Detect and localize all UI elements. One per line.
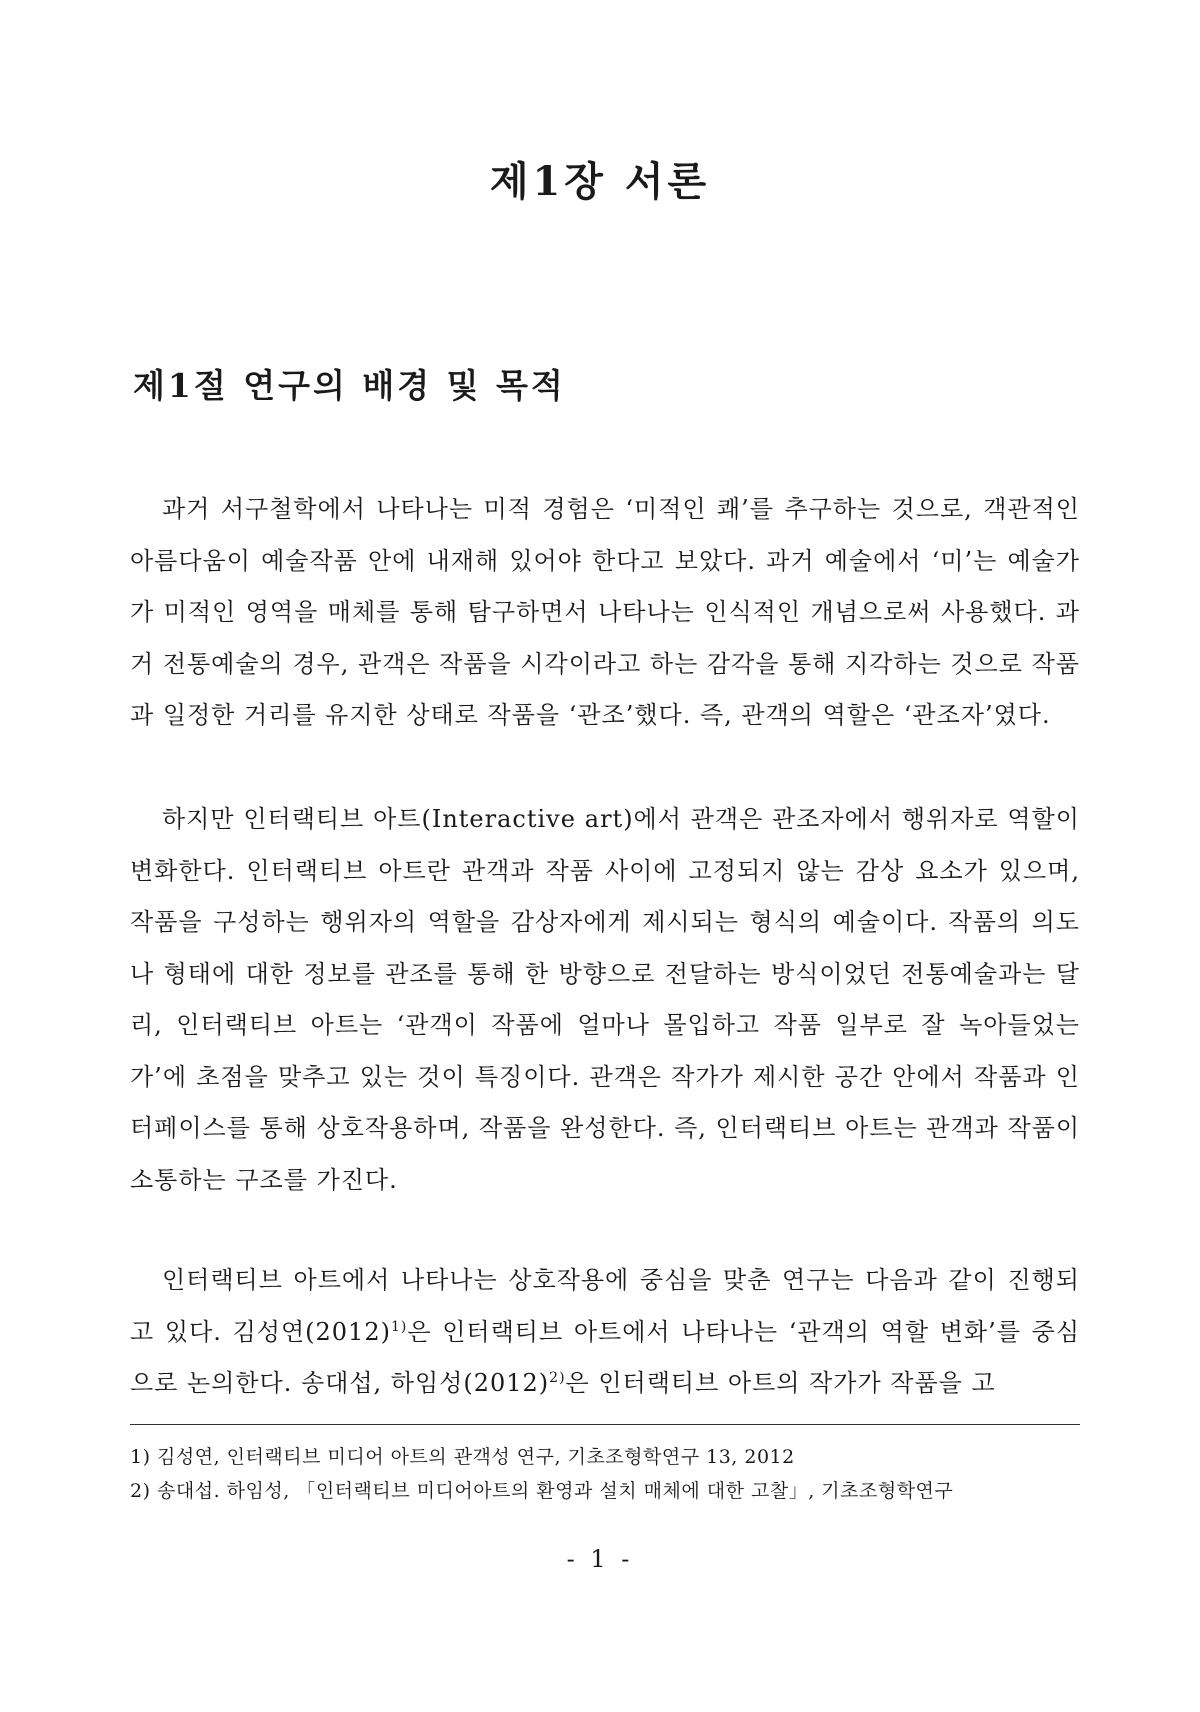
page-number: - 1 - bbox=[566, 1545, 634, 1573]
section-title: 제1절 연구의 배경 및 목적 bbox=[133, 366, 566, 405]
paragraph-1 bbox=[130, 484, 1080, 742]
footnote-ref-1: 1) bbox=[390, 1318, 408, 1335]
footnotes bbox=[130, 1440, 1080, 1508]
paragraph-2-text: 하지만 인터랙티브 아트(Interactive art)에서 관객은 관조자에서 행위자로 역할이 변화한다. 인터랙티브 아트란 관객과 작품 사이에 고정되지 않는 감상 요소가 있으며, 작품을 구성하는 행위자의 역할을 감상자에게 제시되는 형식의 예술이다. 작품의 의도나 형태에 대한 정보를 관조를 통해 한 방향으로 전달하는 방식이었던 전통예술과는 달리, 인터랙티브 아트는 ‘관객이 작품에 얼마나 몰입하고 작품 일부로 잘 녹아들었는가’에 초점을 맞추고 있는 것이 특징이다. 관객은 작가가 제시한 공간 안에서 작품과 인터페이스를 통해 상호작용하며, 작품을 완성한다. 즉, 인터랙티브 아트는 관객과 작품이 소통하는 구조를 가진다. bbox=[130, 805, 1080, 1194]
paragraph-3-part-c: 은 인터랙티브 아트의 작가가 작품을 고 bbox=[565, 1369, 996, 1397]
paragraph-1-text: 과거 서구철학에서 나타나는 미적 경험은 ‘미적인 쾌’를 추구하는 것으로, 객관적인 아름다움이 예술작품 안에 내재해 있어야 한다고 보았다. 과거 예술에서 ‘미’는 예술가가 미적인 영역을 매체를 통해 탐구하면서 나타나는 인식적인 개념으로써 사용했다. 과거 전통예술의 경우, 관객은 작품을 시각이라고 하는 감각을 통해 지각하는 것으로 작품과 일정한 거리를 유지한 상태로 작품을 ‘관조’했다. 즉, 관객의 역할은 ‘관조자’였다. bbox=[130, 495, 1080, 729]
chapter-title: 제1장 서론 bbox=[489, 158, 711, 205]
footnote-divider bbox=[130, 1424, 1080, 1425]
paragraph-3-part-b: 은 인터랙티브 아트에서 나타나는 ‘관객의 역할 변화’를 중심으로 논의한다. 송대섭, 하임성(2012) bbox=[130, 1317, 1081, 1397]
footnote-ref-2: 2) bbox=[549, 1370, 566, 1386]
paragraph-3 bbox=[130, 1255, 1080, 1410]
paragraph-3-text bbox=[130, 1255, 1080, 1410]
footnote-2: 2) 송대섭. 하임성, 「인터랙티브 미디어아트의 환영과 설치 매체에 대한 고찰」, 기초조형학연구 bbox=[130, 1480, 954, 1502]
paragraph-2 bbox=[130, 794, 1080, 1206]
paragraph-3-part-a: 인터랙티브 아트에서 나타나는 상호작용에 중심을 맞춘 연구는 다음과 같이 진행되고 있다. 김성연(2012) bbox=[130, 1266, 1080, 1346]
footnote-1: 1) 김성연, 인터랙티브 미디어 아트의 관객성 연구, 기초조형학연구 13, 2012 bbox=[130, 1446, 795, 1468]
